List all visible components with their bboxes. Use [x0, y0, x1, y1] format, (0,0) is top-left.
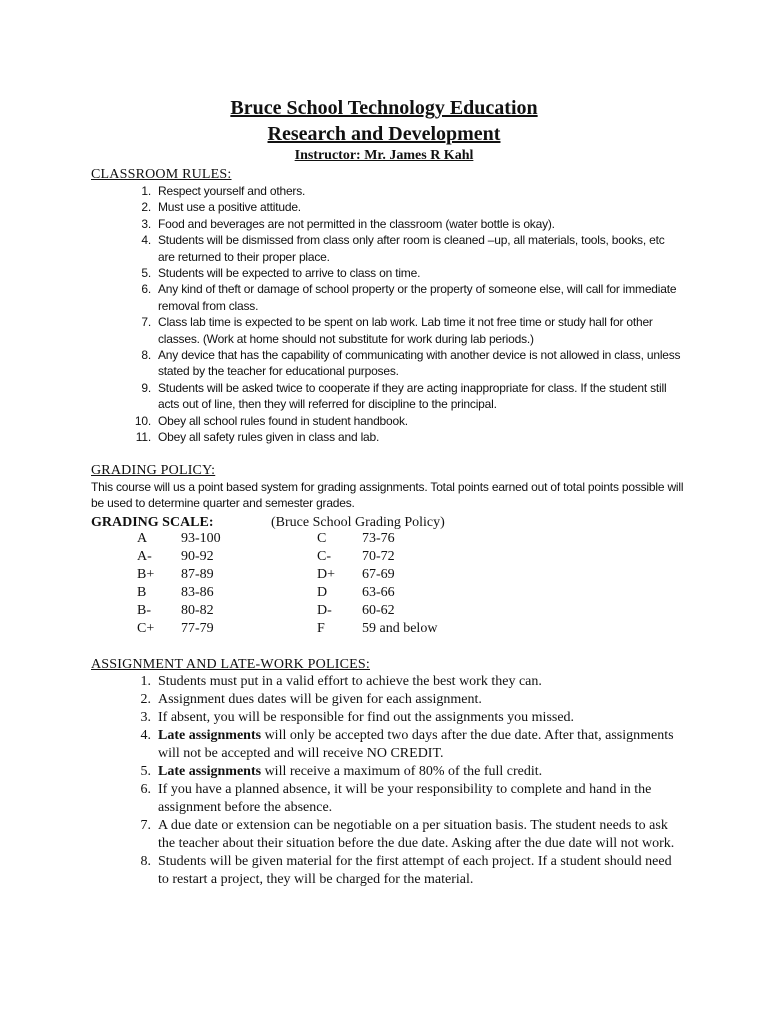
- grade-letter: C+: [137, 621, 155, 636]
- list-text: Students will be dismissed from class only after room is cleaned –up, all materials, tools, books, etc are returned to their proper place.: [158, 233, 665, 264]
- grade-letter: D+: [317, 567, 336, 582]
- list-item: [91, 314, 681, 347]
- list-item: [91, 183, 681, 199]
- document-subtitle: Research and Development: [267, 123, 501, 145]
- list-item: [91, 691, 681, 709]
- list-text: Assignment dues dates will be given for each assignment.: [158, 692, 482, 707]
- list-text: Must use a positive attitude.: [158, 200, 301, 215]
- list-number: 6.: [140, 782, 151, 797]
- grade-letter: C: [317, 531, 327, 546]
- grading-policy-text: This course will us a point based system for grading assignments. Total points earned out of total points possible will be used to determine quarter and semester grades.: [91, 480, 684, 511]
- list-item: [91, 199, 681, 215]
- list-number: 5.: [140, 764, 151, 779]
- list-item: [91, 817, 681, 853]
- grade-range: 77-79: [181, 621, 214, 636]
- grade-range: 60-62: [362, 603, 395, 618]
- list-number: 2.: [140, 692, 151, 707]
- grade-letter: F: [317, 621, 325, 636]
- list-text: will only be accepted two days after the due date. After that, assignments will not be accepted and will receive NO CREDIT.: [158, 728, 674, 761]
- grade-letter: A: [137, 531, 148, 546]
- list-item: [91, 727, 681, 763]
- list-text: Class lab time is expected to be spent on lab work. Lab time it not free time or study hall for other classes. (Work at home should not substitute for work during lab periods.): [158, 315, 653, 346]
- grade-range: 93-100: [181, 531, 221, 546]
- grade-range: 87-89: [181, 567, 214, 582]
- list-item: [91, 265, 681, 281]
- list-text: If you have a planned absence, it will be your responsibility to complete and hand in the assignment before the absence.: [158, 782, 652, 815]
- grade-letter: C-: [317, 549, 331, 564]
- list-text: will receive a maximum of 80% of the full credit.: [261, 764, 543, 779]
- list-number: 8.: [141, 348, 151, 363]
- list-text: Any device that has the capability of communicating with another device is not allowed in class, unless stated by the teacher for educational purposes.: [158, 348, 681, 379]
- grade-letter: B-: [137, 603, 151, 618]
- list-number: 7.: [140, 818, 151, 833]
- list-item: [91, 347, 681, 380]
- classroom-rules-heading: CLASSROOM RULES:: [91, 167, 232, 182]
- grading-scale-note: (Bruce School Grading Policy): [271, 515, 445, 530]
- grade-range: 73-76: [362, 531, 395, 546]
- grade-range: 59 and below: [362, 621, 438, 636]
- list-number: 8.: [140, 854, 151, 869]
- list-number: 3.: [141, 216, 151, 231]
- list-text: A due date or extension can be negotiable on a per situation basis. The student needs to ask the teacher about their situation before the due date. Asking after the due date will not work.: [158, 818, 675, 851]
- list-number: 4.: [141, 233, 151, 248]
- grade-letter: B+: [137, 567, 155, 582]
- list-item: [91, 853, 681, 889]
- grade-letter: A-: [137, 549, 152, 564]
- document-title: Bruce School Technology Education: [230, 97, 538, 119]
- assignment-policies-list: [91, 673, 681, 889]
- list-text: Students must put in a valid effort to achieve the best work they can.: [158, 674, 542, 689]
- grade-letter: D: [317, 585, 328, 600]
- list-text: Students will be given material for the first attempt of each project. If a student should need to restart a project, they will be charged for the material.: [158, 854, 672, 887]
- list-item: [91, 429, 681, 445]
- grade-range: 90-92: [181, 549, 214, 564]
- list-text: Respect yourself and others.: [158, 184, 306, 198]
- list-number: 2.: [141, 200, 151, 215]
- list-number: 4.: [140, 728, 151, 743]
- list-text: Obey all safety rules given in class and lab.: [158, 430, 380, 445]
- list-number: 10.: [134, 413, 151, 428]
- grading-policy-heading: GRADING POLICY:: [91, 463, 216, 478]
- list-item: [91, 673, 681, 691]
- grade-letter: D-: [317, 603, 332, 618]
- grade-range: 67-69: [362, 567, 395, 582]
- list-text: Students will be asked twice to cooperate if they are acting inappropriate for class. If the student still acts out of line, then they will referred for discipline to the principal.: [158, 380, 667, 412]
- list-item: [91, 232, 681, 265]
- grade-range: 80-82: [181, 603, 214, 618]
- list-item: [91, 281, 681, 314]
- list-text: Students will be expected to arrive to class on time.: [158, 266, 421, 281]
- classroom-rules-list: [91, 183, 681, 446]
- list-text: Food and beverages are not permitted in the classroom (water bottle is okay).: [158, 216, 555, 231]
- list-number: 6.: [141, 282, 151, 297]
- list-number: 9.: [141, 380, 151, 395]
- grade-letter: B: [137, 585, 147, 600]
- instructor-line: Instructor: Mr. James R Kahl: [294, 148, 474, 163]
- list-item: [91, 216, 681, 232]
- grade-range: 70-72: [362, 549, 395, 564]
- list-text: Obey all school rules found in student handbook.: [158, 413, 408, 428]
- list-item: [91, 380, 681, 413]
- list-item: [91, 781, 681, 817]
- assignment-policies-heading: ASSIGNMENT AND LATE-WORK POLICES:: [91, 657, 370, 672]
- list-bold-lead: Late assignments: [158, 764, 262, 779]
- list-bold-lead: Late assignments: [158, 728, 262, 743]
- list-text: If absent, you will be responsible for find out the assignments you missed.: [158, 710, 575, 725]
- list-item: [91, 709, 681, 727]
- list-number: 11.: [135, 430, 151, 445]
- list-text: Any kind of theft or damage of school property or the property of someone else, will call for immediate removal from class.: [158, 282, 677, 313]
- list-number: 5.: [141, 266, 151, 281]
- list-number: 3.: [140, 710, 151, 725]
- grade-range: 63-66: [362, 585, 395, 600]
- grading-scale-label: GRADING SCALE:: [91, 515, 214, 530]
- list-number: 1.: [141, 184, 151, 198]
- list-item: [91, 763, 681, 781]
- grade-range: 83-86: [181, 585, 214, 600]
- list-number: 1.: [140, 674, 151, 689]
- list-number: 7.: [141, 315, 151, 330]
- list-item: [91, 413, 681, 429]
